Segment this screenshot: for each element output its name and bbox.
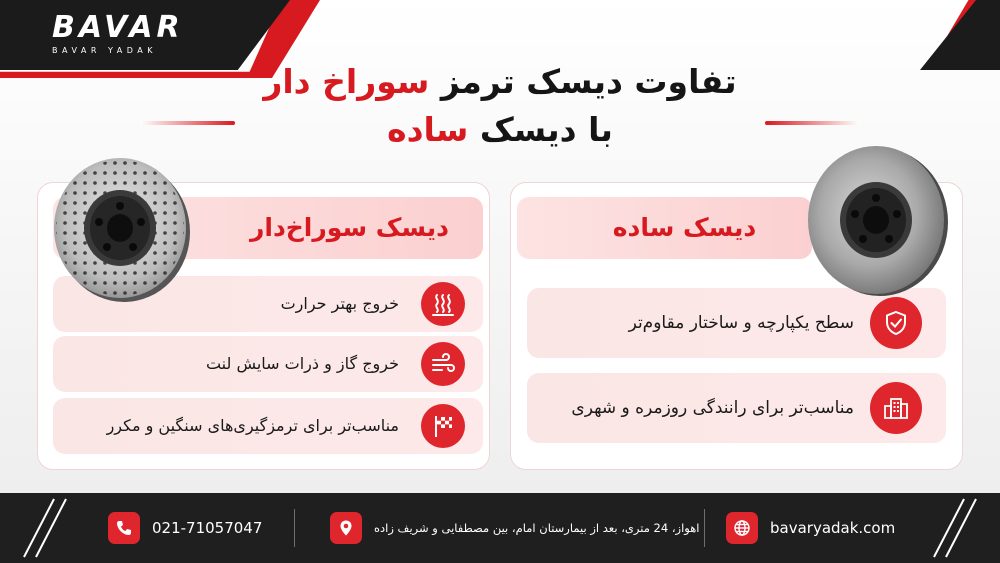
logo-subtitle: BAVAR YADAK: [52, 46, 157, 55]
title-line-1-highlight: سوراخ دار: [263, 62, 430, 101]
heat-icon: [421, 282, 465, 326]
city-buildings-icon: [870, 382, 922, 434]
plain-feature-label: سطح یکپارچه و ساختار مقاوم‌تر: [628, 313, 854, 333]
title-line-2-text: با دیسک: [479, 110, 613, 149]
title-divider-left: [140, 121, 235, 125]
wind-icon: [421, 342, 465, 386]
drilled-feature-label: خروج گاز و ذرات سایش لنت: [205, 354, 399, 373]
plain-brake-disc-image: [800, 142, 952, 300]
footer-slash-decoration-right: [924, 497, 984, 559]
footer-separator: [704, 509, 705, 547]
footer-address[interactable]: [330, 510, 700, 546]
plain-disc-header-label: دیسک ساده: [612, 213, 757, 242]
title-line-2: [200, 106, 800, 154]
footer-website[interactable]: [726, 510, 895, 546]
globe-icon: [726, 512, 758, 544]
drilled-disc-header: دیسک سوراخ‌دار: [53, 197, 483, 259]
footer-slash-decoration-left: [14, 497, 74, 559]
phone-number: 021-71057047: [152, 519, 263, 537]
contact-footer: [0, 493, 1000, 563]
page-title: [200, 58, 800, 154]
plain-feature-row: [527, 373, 946, 443]
logo-wordmark: BAVAR: [52, 10, 184, 45]
race-flag-icon: [421, 404, 465, 448]
drilled-feature-row: [53, 336, 483, 392]
footer-separator: [294, 509, 295, 547]
title-divider-right: [765, 121, 860, 125]
website-url: bavaryadak.com: [770, 519, 896, 537]
location-pin-icon: [330, 512, 362, 544]
drilled-feature-row: [53, 398, 483, 454]
title-line-2-highlight: ساده: [387, 110, 469, 149]
brand-logo[interactable]: [52, 12, 192, 62]
footer-phone[interactable]: [108, 510, 262, 546]
phone-icon: [108, 512, 140, 544]
title-line-1: [200, 58, 800, 106]
drilled-feature-label: خروج بهتر حرارت: [280, 294, 399, 313]
plain-disc-header: [517, 197, 812, 259]
shield-check-icon: [870, 297, 922, 349]
title-line-1-text: تفاوت دیسک ترمز: [440, 62, 737, 101]
plain-feature-label: مناسب‌تر برای رانندگی روزمره و شهری: [571, 398, 854, 418]
drilled-feature-label: مناسب‌تر برای ترمزگیری‌های سنگین و مکرر: [106, 416, 399, 435]
drilled-brake-disc-image: [40, 148, 202, 306]
address-text: اهواز، 24 متری، بعد از بیمارستان امام، بین مصطفایی و شریف زاده: [374, 521, 700, 535]
